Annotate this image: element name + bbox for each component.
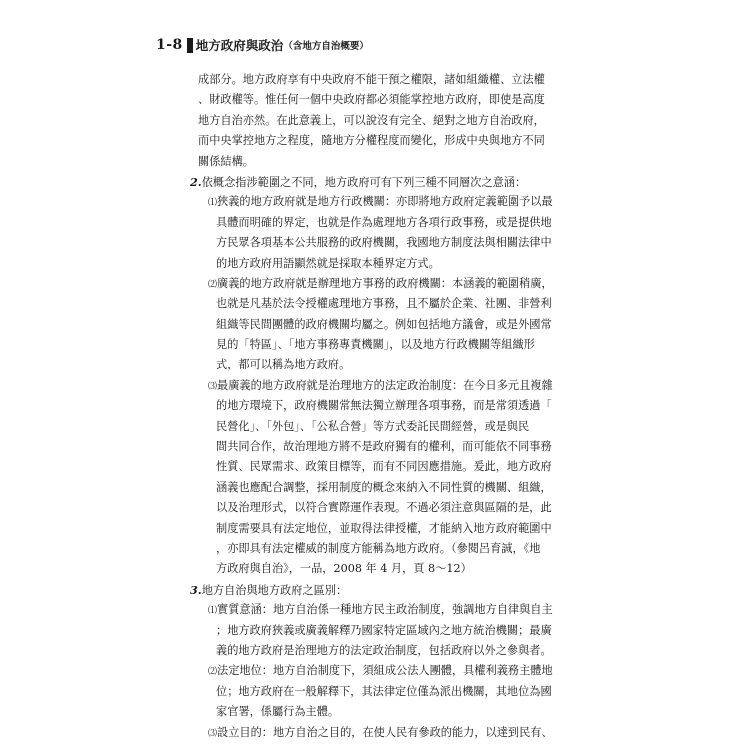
section-heading [190, 172, 593, 192]
text-line: 地方自治亦然。在此意義上，可以說沒有完全、絕對之地方自治政府， [198, 113, 545, 127]
text-line: 見的「特區」、「地方事務專責機關」，以及地方行政機關等組織形 [216, 338, 535, 352]
text-line: 的地方政府用語顯然就是採取本種界定方式。 [216, 256, 440, 270]
text-line: 涵義也應配合調整，採用制度的概念來納入不同性質的機關、組織， [216, 480, 552, 494]
text-line: 的地方環境下，政府機關常無法獨立辦理各項事務，而是常須透過「 [216, 399, 552, 413]
item-number: ⑶ [208, 728, 218, 739]
section-number: 3. [190, 582, 202, 597]
text-line: 關係結構。 [198, 154, 254, 168]
book-title: 地方政府與政治 [195, 38, 284, 53]
text-line: 民營化」、「外包」、「公私合營」等方式委託民間經營，或是與民 [216, 419, 530, 433]
list-item [198, 192, 593, 212]
section-heading-text: 依概念指涉範圍之不同，地方政府可有下列三種不同層次之意涵： [201, 175, 527, 189]
item-number: ⑵ [208, 667, 218, 678]
list-item [198, 600, 593, 620]
text-line: 成部分。地方政府享有中央政府不能干預之權限，諸如組織權、立法權 [198, 73, 545, 86]
text-line: 性質、民眾需求、政策目標等，而有不同因應措施。爰此，地方政府 [216, 460, 552, 474]
item-number: ⑶ [208, 381, 218, 392]
text-line: 方政府與自治》，一品，2008 年 4 月，頁 8～12） [216, 562, 472, 576]
list-item [198, 274, 593, 294]
text-line: 具體而明確的界定，也就是作為處理地方各項行政事務，或是提供地 [216, 215, 552, 229]
item-text: 實質意涵：地方自治係一種地方民主政治制度，強調地方自律與自主 [217, 603, 553, 617]
page-number: 1-8 [156, 37, 183, 53]
text-line: 間共同合作，故治理地方將不是政府獨有的權利，而可能依不同事務 [216, 440, 552, 454]
text-line: 位；地方政府在一般解釋下，其法律定位僅為派出機關，其地位為國 [216, 684, 552, 698]
body-text [190, 70, 593, 743]
list-item [198, 661, 593, 681]
running-header [156, 36, 369, 54]
item-text: 狹義的地方政府就是地方行政機關：亦即將地方政府定義範圍予以最 [217, 195, 553, 209]
text-line: 組織等民間團體的政府機關均屬之。例如包括地方議會，或是外國常 [216, 317, 552, 331]
text-line: 、財政權等。惟任何一個中央政府都必須能掌控地方政府，即使是高度 [198, 93, 545, 107]
item-number: ⑴ [208, 198, 218, 209]
text-line: 式，都可以稱為地方政府。 [216, 358, 351, 372]
book-subtitle: （含地方自治概要） [283, 41, 369, 52]
section-number: 2. [190, 174, 202, 189]
list-item [198, 723, 593, 743]
text-line: 而中央掌控地方之程度，隨地方分權程度而變化，形成中央與地方不同 [198, 134, 545, 148]
section-heading [190, 580, 593, 600]
item-text: 法定地位：地方自治制度下，須組成公法人團體，具權利義務主體地 [217, 664, 553, 678]
item-number: ⑵ [208, 279, 218, 290]
item-text: 最廣義的地方政府就是治理地方的法定政治制度：在今日多元且複雜 [217, 378, 553, 392]
text-line: 家官署，係屬行為主體。 [216, 705, 340, 719]
item-text: 設立目的：地方自治之目的，在使人民有參政的能力，以達到民有、 [217, 725, 553, 739]
text-line: ，亦即具有法定權威的制度方能稱為地方政府。（參閱呂育誠，《地 [216, 541, 541, 555]
text-line: 制度需要具有法定地位，並取得法律授權，才能納入地方政府範圍中 [216, 521, 552, 535]
section-heading-text: 地方自治與地方政府之區別： [201, 583, 348, 597]
text-line: 方民眾各項基本公共服務的政府機關，我國地方制度法與相關法律中 [216, 236, 552, 250]
item-number: ⑴ [208, 606, 218, 617]
item-text: 廣義的地方政府就是辦理地方事務的政府機關：本涵義的範圍稍廣， [217, 276, 553, 290]
text-line: 以及治理形式，以符合實際運作表現。不過必須注意與區隔的是，此 [216, 501, 552, 515]
text-line: 也就是凡基於法令授權處理地方事務，且不屬於企業、社團、非營利 [216, 297, 552, 311]
text-line: 義的地方政府是治理地方的法定政治制度，包括政府以外之參與者。 [216, 643, 552, 657]
list-item [198, 376, 593, 396]
header-divider-bar [187, 38, 193, 53]
text-line: ；地方政府狹義或廣義解釋乃國家特定區域內之地方統治機關；最廣 [216, 623, 552, 637]
